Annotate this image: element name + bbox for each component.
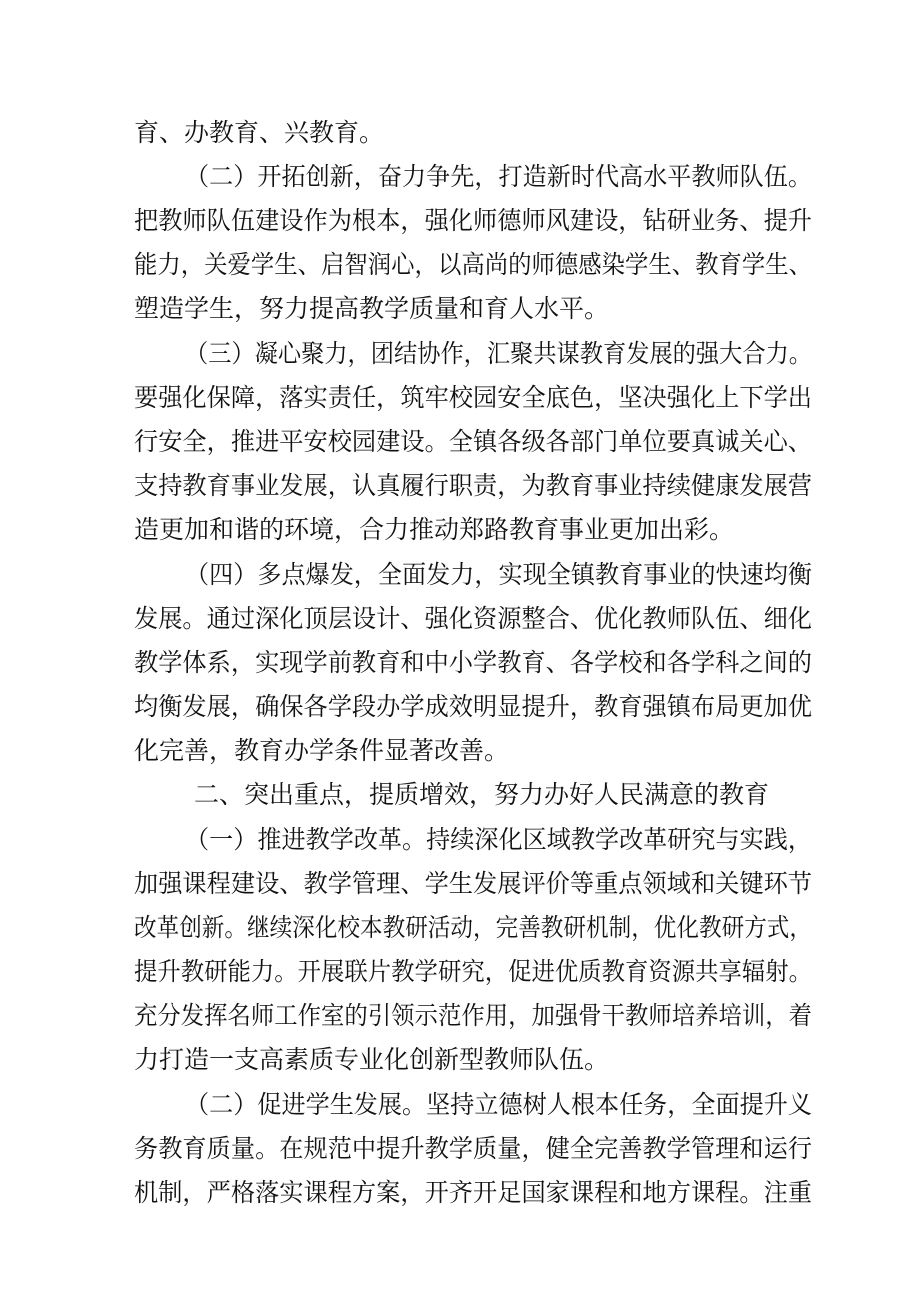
text-line-3: 把教师队伍建设作为根本，强化师德师风建设，钻研业务、提升 xyxy=(134,206,813,235)
text-line-7: 要强化保障，落实责任，筑牢校园安全底色，坚决强化上下学出 xyxy=(134,383,813,412)
text-line-14: 均衡发展，确保各学段办学成效明显提升，教育强镇布局更加优 xyxy=(134,692,813,721)
text-line-5: 塑造学生，努力提高教学质量和育人水平。 xyxy=(134,294,610,323)
text-line-19: 改革创新。继续深化校本教研活动，完善教研机制，优化教研方式， xyxy=(134,913,813,942)
section-heading: 二、突出重点，提质增效，努力办好人民满意的教育 xyxy=(194,780,770,809)
text-line-15: 化完善，教育办学条件显著改善。 xyxy=(134,736,510,765)
text-line-9: 支持教育事业发展，认真履行职责，为教育事业持续健康发展营 xyxy=(134,471,813,500)
text-line-12: 发展。通过深化顶层设计、强化资源整合、优化教师队伍、细化 xyxy=(134,604,813,633)
text-line-1: 育、办教育、兴教育。 xyxy=(134,118,385,147)
text-line-21: 充分发挥名师工作室的引领示范作用，加强骨干教师培养培训，着 xyxy=(134,1001,813,1030)
text-line-22: 力打造一支高素质专业化创新型教师队伍。 xyxy=(134,1045,610,1074)
paragraph-heading-5: （一）推进教学改革。持续深化区域教学改革研究与实践， xyxy=(185,825,813,854)
text-line-24: 务教育质量。在规范中提升教学质量，健全完善教学管理和运行 xyxy=(134,1134,813,1163)
paragraph-heading-2: （二）开拓创新，奋力争先，打造新时代高水平教师队伍。 xyxy=(185,162,813,191)
text-line-4: 能力，关爱学生、启智润心，以高尚的师德感染学生、教育学生、 xyxy=(134,250,813,279)
text-line-25: 机制，严格落实课程方案，开齐开足国家课程和地方课程。注重 xyxy=(134,1178,813,1207)
paragraph-heading-3: （三）凝心聚力，团结协作，汇聚共谋教育发展的强大合力。 xyxy=(185,339,813,368)
text-line-10: 造更加和谐的环境，合力推动郑路教育事业更加出彩。 xyxy=(134,515,735,544)
paragraph-heading-4: （四）多点爆发，全面发力，实现全镇教育事业的快速均衡 xyxy=(185,560,813,589)
text-line-20: 提升教研能力。开展联片教学研究，促进优质教育资源共享辐射。 xyxy=(134,957,813,986)
text-line-13: 教学体系，实现学前教育和中小学教育、各学校和各学科之间的 xyxy=(134,648,813,677)
text-line-8: 行安全，推进平安校园建设。全镇各级各部门单位要真诚关心、 xyxy=(134,427,813,456)
paragraph-heading-6: （二）促进学生发展。坚持立德树人根本任务，全面提升义 xyxy=(185,1090,813,1119)
text-line-18: 加强课程建设、教学管理、学生发展评价等重点领域和关键环节 xyxy=(134,869,813,898)
